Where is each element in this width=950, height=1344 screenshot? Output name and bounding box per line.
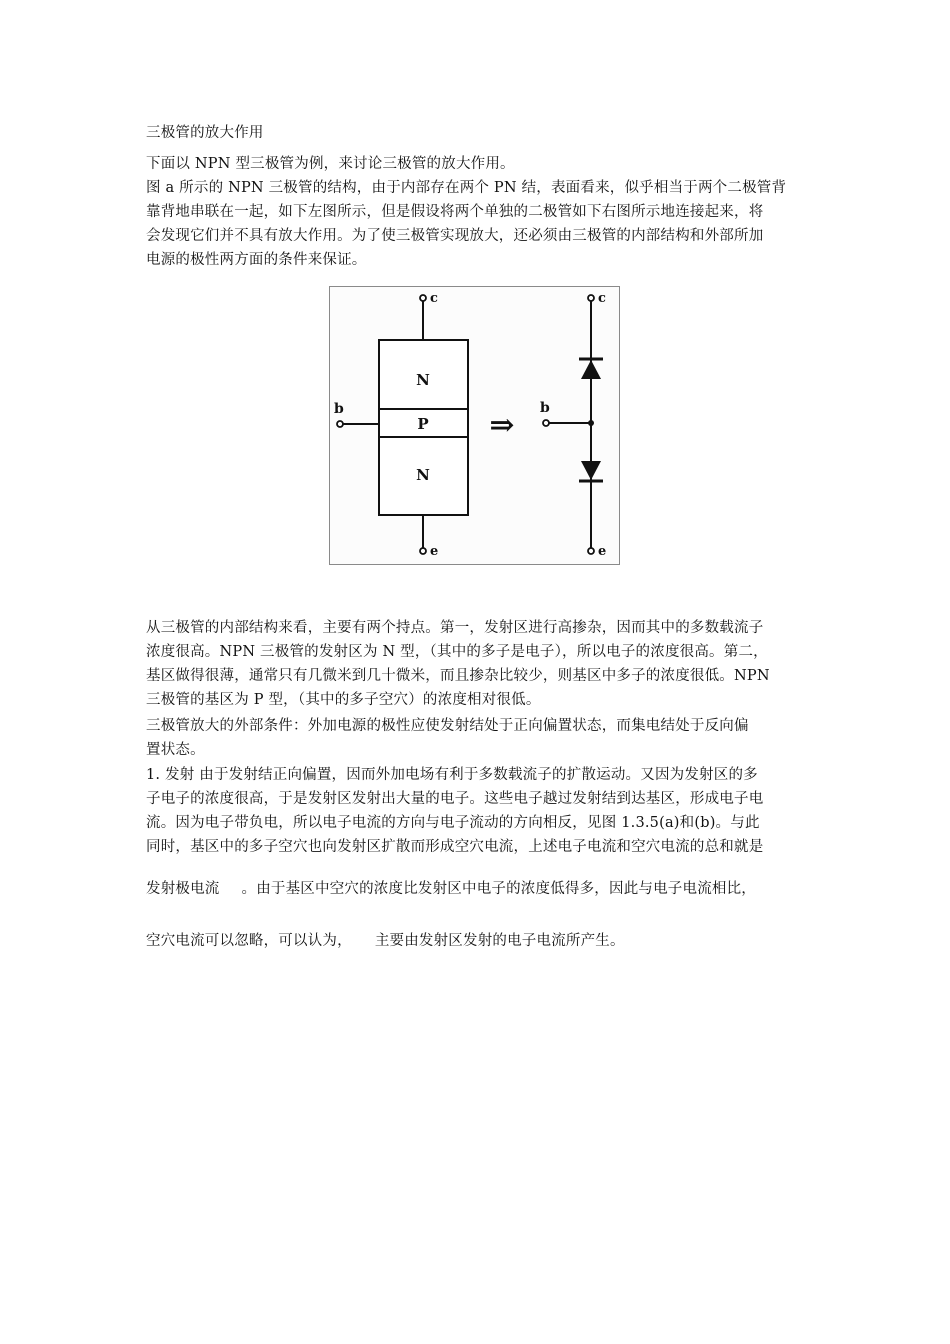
intro-line-2: 图 a 所示的 NPN 三极管的结构，由于内部存在两个 PN 结，表面看来，似乎相当于两个二极管背 — [146, 180, 787, 196]
collector-label-left: c — [430, 291, 438, 306]
region-bottom-label: N — [416, 466, 430, 484]
body-line-1: 从三极管的内部结构来看，主要有两个持点。第一，发射区进行高掺杂，因而其中的多数载流子 — [146, 620, 764, 636]
equivalence-arrow: ⇒ — [489, 408, 515, 443]
split-line-1-part-b: 。由于基区中空穴的浓度比发射区中电子的浓度低得多，因此与电子电流相比， — [241, 881, 756, 897]
emitter-terminal-right — [588, 548, 594, 554]
body-line-3: 基区做得很薄，通常只有几微米到几十微米，而且掺杂比较少，则基区中多子的浓度很低。NPN — [146, 668, 770, 684]
npn-block-structure — [334, 291, 468, 559]
split-line-2-part-a: 空穴电流可以忽略，可以认为， — [146, 933, 352, 949]
body-line-5: 三极管放大的外部条件：外加电源的极性应使发射结处于正向偏置状态，而集电结处于反向偏 — [146, 718, 749, 734]
emitter-label-right: e — [598, 544, 607, 559]
body-line-9: 流。因为电子带负电，所以电子电流的方向与电子流动的方向相反，见图 1.3.5(a)和(b)。与此 — [146, 815, 760, 831]
upper-diode-triangle — [581, 360, 601, 379]
collector-terminal-left — [420, 295, 426, 301]
base-label-right: b — [540, 400, 550, 416]
split-line-2-part-b: 主要由发射区发射的电子电流所产生。 — [374, 933, 625, 949]
emitter-terminal-left — [420, 548, 426, 554]
split-line-1 — [146, 877, 756, 901]
body-line-6: 置状态。 — [146, 742, 205, 758]
body-line-8: 子电子的浓度很高，于是发射区发射出大量的电子。这些电子越过发射结到达基区，形成电子电 — [146, 791, 764, 807]
back-to-back-diodes — [540, 291, 606, 559]
intro-line-4: 会发现它们并不具有放大作用。为了使三极管实现放大，还必须由三极管的内部结构和外部所加 — [146, 228, 764, 244]
npn-transistor-figure — [329, 286, 620, 565]
collector-label-right: c — [598, 291, 606, 306]
intro-line-1: 下面以 NPN 型三极管为例，来讨论三极管的放大作用。 — [146, 156, 515, 172]
split-line-1-part-a: 发射极电流 — [146, 881, 220, 897]
body-line-10: 同时，基区中的多子空穴也向发射区扩散而形成空穴电流，上述电子电流和空穴电流的总和就是 — [146, 839, 764, 855]
page-title: 三极管的放大作用 — [146, 125, 264, 141]
base-terminal-right — [543, 420, 549, 426]
npn-equivalent-diagram — [330, 287, 619, 564]
collector-terminal-right — [588, 295, 594, 301]
region-top-label: N — [416, 371, 430, 389]
lower-diode-triangle — [581, 461, 601, 480]
region-middle-label: P — [417, 415, 429, 433]
body-line-7: 1. 发射 由于发射结正向偏置，因而外加电场有利于多数载流子的扩散运动。又因为发射区的多 — [146, 767, 758, 783]
base-label-left: b — [334, 401, 344, 417]
body-line-2: 浓度很高。NPN 三极管的发射区为 N 型，（其中的多子是电子），所以电子的浓度很高。第二， — [146, 644, 768, 660]
intro-line-5: 电源的极性两方面的条件来保证。 — [146, 252, 367, 268]
emitter-label-left: e — [430, 544, 439, 559]
intro-line-3: 靠背地串联在一起，如下左图所示，但是假设将两个单独的二极管如下右图所示地连接起来，将 — [146, 204, 764, 220]
base-terminal-left — [337, 421, 343, 427]
body-line-4: 三极管的基区为 P 型，（其中的多子空穴）的浓度相对很低。 — [146, 692, 541, 708]
split-line-2 — [146, 929, 625, 953]
